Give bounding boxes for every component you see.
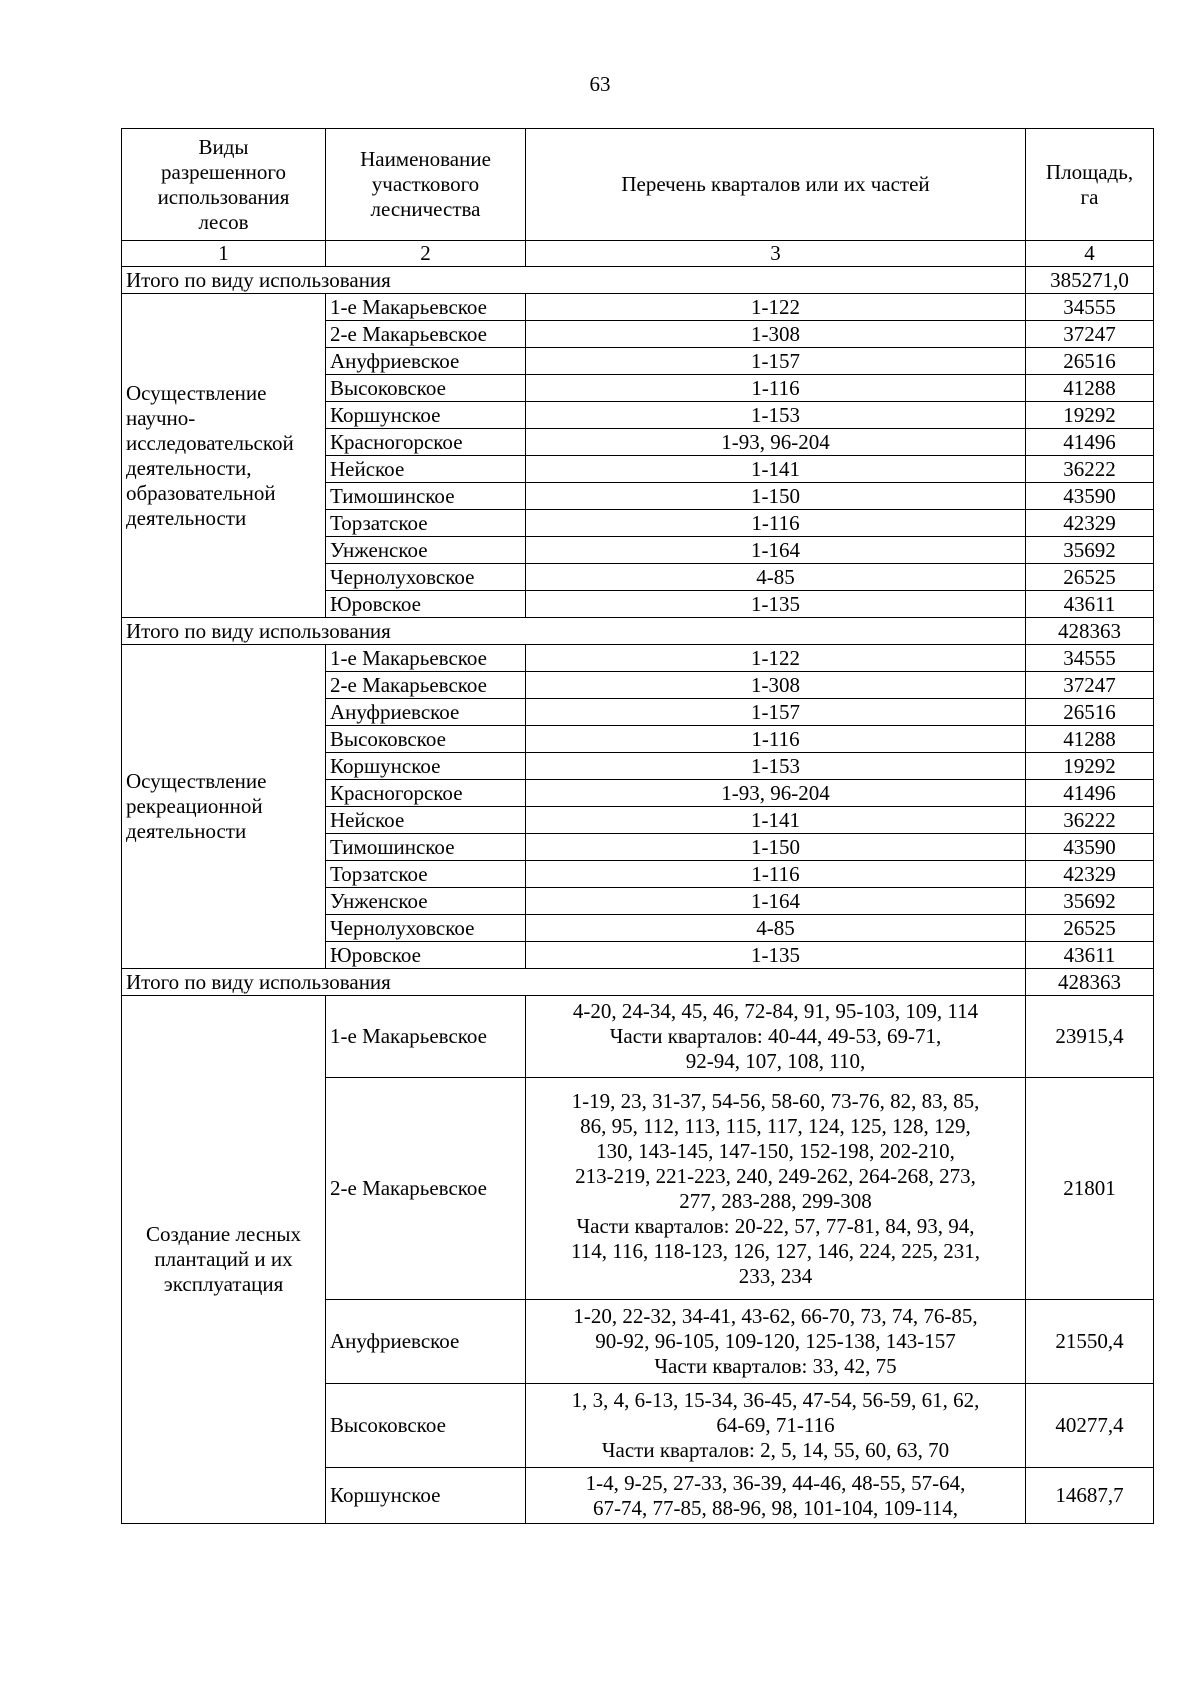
table-row: [122, 645, 1154, 672]
text-line: 233, 234: [738, 1263, 813, 1288]
table-row: [122, 294, 1154, 321]
quarters-list: 1-153: [526, 402, 1026, 429]
text-line: Осуществление: [126, 769, 267, 793]
text-line: Осуществление: [126, 380, 267, 405]
quarters-list: [526, 1300, 1026, 1384]
forestry-name: 1-е Макарьевское: [326, 996, 526, 1078]
text-line: 130, 143-145, 147-150, 152-198, 202-210,: [596, 1138, 955, 1163]
area-value: 35692: [1026, 537, 1154, 564]
forestry-name: Торзатское: [326, 510, 526, 537]
text-line: Части кварталов: 33, 42, 75: [654, 1354, 897, 1378]
text-line: 67-74, 77-85, 88-96, 98, 101-104, 109-114,: [593, 1495, 958, 1520]
area-value: 43590: [1026, 834, 1154, 861]
forestry-name: 2-е Макарьевское: [326, 672, 526, 699]
area-value: 19292: [1026, 753, 1154, 780]
area-value: 21801: [1026, 1078, 1154, 1300]
area-value: 35692: [1026, 888, 1154, 915]
forestry-name: Унженское: [326, 537, 526, 564]
forestry-name: 1-е Макарьевское: [326, 294, 526, 321]
forestry-name: Чернолуховское: [326, 564, 526, 591]
forestry-name: Коршунское: [326, 1468, 526, 1524]
quarters-list: [526, 1078, 1026, 1300]
forest-use-table: [121, 128, 1154, 1524]
column-number-row: [122, 241, 1154, 267]
text-line: научно-: [126, 405, 196, 430]
area-value: 37247: [1026, 672, 1154, 699]
forestry-name: Тимошинское: [326, 483, 526, 510]
quarters-list: 4-85: [526, 564, 1026, 591]
area-value: 19292: [1026, 402, 1154, 429]
quarters-list: 1-122: [526, 294, 1026, 321]
forestry-name: Нейское: [326, 456, 526, 483]
text-line: 90-92, 96-105, 109-120, 125-138, 143-157: [595, 1329, 956, 1353]
forestry-name: 1-е Макарьевское: [326, 645, 526, 672]
forestry-name: 2-е Макарьевское: [326, 1078, 526, 1300]
area-value: 14687,7: [1026, 1468, 1154, 1524]
forestry-name: Нейское: [326, 807, 526, 834]
area-value: 41496: [1026, 429, 1154, 456]
quarters-list: 1-150: [526, 483, 1026, 510]
text-line: образовательной: [126, 480, 276, 505]
text-line: 1-19, 23, 31-37, 54-56, 58-60, 73-76, 82, 83, 85,: [571, 1088, 980, 1113]
forestry-name: Унженское: [326, 888, 526, 915]
quarters-list: 1-308: [526, 672, 1026, 699]
quarters-list: 1-116: [526, 510, 1026, 537]
area-value: 43611: [1026, 942, 1154, 969]
area-value: 37247: [1026, 321, 1154, 348]
forestry-name: Юровское: [326, 591, 526, 618]
quarters-list: 1-135: [526, 942, 1026, 969]
area-value: 26516: [1026, 699, 1154, 726]
table-header-row: [122, 129, 1154, 241]
forestry-name: 2-е Макарьевское: [326, 321, 526, 348]
text-line: 64-69, 71-116: [716, 1413, 835, 1437]
quarters-list: 1-93, 96-204: [526, 780, 1026, 807]
forestry-name: Чернолуховское: [326, 915, 526, 942]
area-value: 43590: [1026, 483, 1154, 510]
text-line: 4-20, 24-34, 45, 46, 72-84, 91, 95-103, 109, 114: [572, 999, 979, 1023]
text-line: 114, 116, 118-123, 126, 127, 146, 224, 225, 231,: [571, 1238, 980, 1263]
area-value: 26525: [1026, 915, 1154, 942]
subtotal-value: 385271,0: [1026, 267, 1154, 294]
text-line: 213-219, 221-223, 240, 249-262, 264-268, 273,: [575, 1163, 976, 1188]
forestry-name: Красногорское: [326, 429, 526, 456]
use-kind-cell: [122, 996, 326, 1524]
forestry-name: Тимошинское: [326, 834, 526, 861]
header-quarters-list: Перечень кварталов или их частей: [526, 129, 1026, 241]
subtotal-row: [122, 618, 1154, 645]
forestry-name: Красногорское: [326, 780, 526, 807]
area-value: 23915,4: [1026, 996, 1154, 1078]
quarters-list: 1-93, 96-204: [526, 429, 1026, 456]
text-line: деятельности: [126, 505, 247, 530]
area-value: 42329: [1026, 861, 1154, 888]
quarters-list: 1-135: [526, 591, 1026, 618]
forestry-name: Коршунское: [326, 753, 526, 780]
text-line: Части кварталов: 40-44, 49-53, 69-71,: [609, 1024, 942, 1048]
header-use-kind: Виды разрешенного использования лесов: [122, 129, 326, 241]
text-line: Части кварталов: 20-22, 57, 77-81, 84, 93, 94,: [576, 1213, 975, 1238]
quarters-list: 1-150: [526, 834, 1026, 861]
column-number: 2: [326, 241, 526, 267]
use-kind-cell: [122, 294, 326, 618]
quarters-list: 1-116: [526, 375, 1026, 402]
text-line: рекреационной: [126, 794, 263, 818]
forestry-name: Ануфриевское: [326, 348, 526, 375]
forestry-name: Высоковское: [326, 375, 526, 402]
forestry-name: Ануфриевское: [326, 1300, 526, 1384]
subtotal-label: Итого по виду использования: [122, 267, 1026, 294]
area-value: 41288: [1026, 375, 1154, 402]
text-line: деятельности,: [126, 455, 252, 480]
use-kind-cell: [122, 645, 326, 969]
quarters-list: 1-141: [526, 456, 1026, 483]
quarters-list: 1-122: [526, 645, 1026, 672]
column-number: 1: [122, 241, 326, 267]
quarters-list: 1-153: [526, 753, 1026, 780]
quarters-list: 1-116: [526, 726, 1026, 753]
area-value: 26525: [1026, 564, 1154, 591]
area-value: 34555: [1026, 645, 1154, 672]
subtotal-row: [122, 969, 1154, 996]
text-line: 1-20, 22-32, 34-41, 43-62, 66-70, 73, 74, 76-85,: [573, 1304, 978, 1328]
text-line: 277, 283-288, 299-308: [679, 1188, 872, 1213]
text-line: Части кварталов: 2, 5, 14, 55, 60, 63, 70: [601, 1438, 950, 1462]
text-line: 92-94, 107, 108, 110,: [685, 1049, 866, 1073]
subtotal-value: 428363: [1026, 618, 1154, 645]
text-line: исследовательской: [126, 430, 294, 455]
quarters-list: [526, 1468, 1026, 1524]
quarters-list: [526, 1384, 1026, 1468]
table-row: [122, 996, 1154, 1078]
forestry-name: Юровское: [326, 942, 526, 969]
text-line: Создание лесных: [146, 1222, 301, 1246]
quarters-list: 4-85: [526, 915, 1026, 942]
subtotal-row: [122, 267, 1154, 294]
area-value: 21550,4: [1026, 1300, 1154, 1384]
quarters-list: 1-141: [526, 807, 1026, 834]
text-line: плантаций и их: [154, 1247, 293, 1271]
text-line: 86, 95, 112, 113, 115, 117, 124, 125, 128, 129,: [580, 1113, 971, 1138]
text-line: эксплуатация: [163, 1272, 284, 1296]
area-value: 42329: [1026, 510, 1154, 537]
area-value: 34555: [1026, 294, 1154, 321]
text-line: 1-4, 9-25, 27-33, 36-39, 44-46, 48-55, 57-64,: [585, 1470, 966, 1495]
area-value: 40277,4: [1026, 1384, 1154, 1468]
quarters-list: 1-116: [526, 861, 1026, 888]
area-value: 43611: [1026, 591, 1154, 618]
forestry-name: Ануфриевское: [326, 699, 526, 726]
header-forestry-name: Наименование участкового лесничества: [326, 129, 526, 241]
quarters-list: 1-164: [526, 537, 1026, 564]
quarters-list: 1-308: [526, 321, 1026, 348]
subtotal-label: Итого по виду использования: [122, 969, 1026, 996]
forestry-name: Коршунское: [326, 402, 526, 429]
text-line: 1, 3, 4, 6-13, 15-34, 36-45, 47-54, 56-59, 61, 62,: [571, 1388, 980, 1412]
area-value: 36222: [1026, 807, 1154, 834]
forestry-name: Торзатское: [326, 861, 526, 888]
subtotal-label: Итого по виду использования: [122, 618, 1026, 645]
forestry-name: Высоковское: [326, 726, 526, 753]
area-value: 41496: [1026, 780, 1154, 807]
quarters-list: [526, 996, 1026, 1078]
column-number: 4: [1026, 241, 1154, 267]
quarters-list: 1-164: [526, 888, 1026, 915]
subtotal-value: 428363: [1026, 969, 1154, 996]
area-value: 26516: [1026, 348, 1154, 375]
area-value: 41288: [1026, 726, 1154, 753]
quarters-list: 1-157: [526, 348, 1026, 375]
text-line: деятельности: [126, 819, 247, 843]
column-number: 3: [526, 241, 1026, 267]
forestry-name: Высоковское: [326, 1384, 526, 1468]
area-value: 36222: [1026, 456, 1154, 483]
page-number: 63: [589, 72, 611, 96]
header-area: Площадь, га: [1026, 129, 1154, 241]
quarters-list: 1-157: [526, 699, 1026, 726]
